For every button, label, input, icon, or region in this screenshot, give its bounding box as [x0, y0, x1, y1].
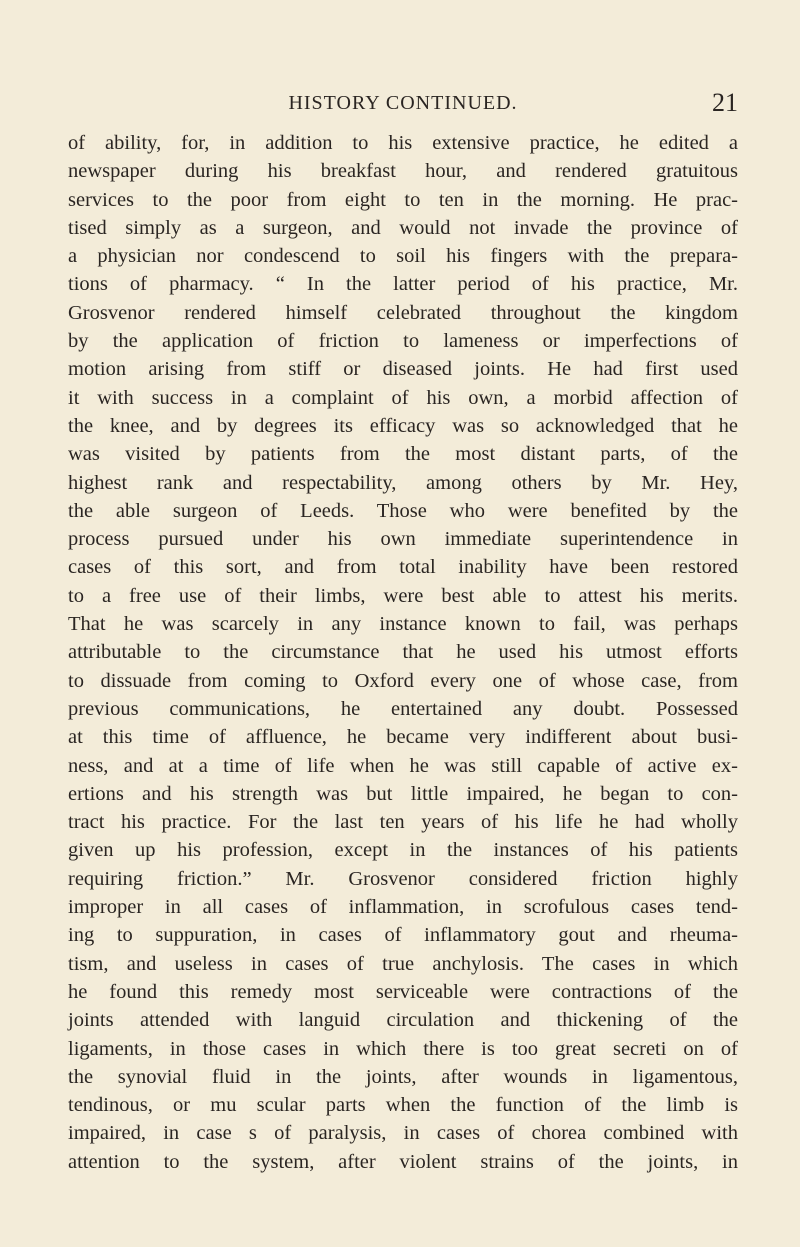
text-line: of ability, for, in addition to his extensive practice, he edited a [68, 132, 738, 154]
text-line: Grosvenor rendered himself celebrated throughout the kingdom [68, 301, 738, 324]
text-line: ness, and at a time of life when he was still capable of active ex- [68, 754, 738, 777]
text-line: tism, and useless in cases of true anchylosis. The cases in which [68, 952, 738, 975]
text-line: to dissuade from coming to Oxford every one of whose case, from [68, 669, 738, 692]
text-line: ligaments, in those cases in which there is too great secreti on of [68, 1037, 738, 1060]
text-line: attention to the system, after violent strains of the joints, in [68, 1150, 738, 1173]
text-line: previous communications, he entertained any doubt. Possessed [68, 697, 738, 720]
text-line: the able surgeon of Leeds. Those who were benefited by the [68, 499, 738, 522]
text-line: attributable to the circumstance that he used his utmost efforts [68, 641, 738, 664]
text-line: motion arising from stiff or diseased joints. He had first used [68, 358, 738, 381]
text-line: tised simply as a surgeon, and would not invade the province of [68, 216, 738, 239]
text-line: the knee, and by degrees its efficacy was so acknowledged that he [68, 414, 738, 437]
text-line: tract his practice. For the last ten years of his life he had wholly [68, 811, 738, 834]
text-line: improper in all cases of inflammation, in scrofulous cases tend- [68, 896, 738, 919]
text-line: joints attended with languid circulation and thickening of the [68, 1009, 738, 1032]
body-text [68, 129, 738, 1176]
text-line: impaired, in case s of paralysis, in cases of chorea combined with [68, 1122, 738, 1145]
text-line: ertions and his strength was but little impaired, he began to con- [68, 782, 738, 805]
page-number: 21 [712, 88, 738, 117]
text-line: services to the poor from eight to ten in the morning. He prac- [68, 188, 738, 211]
text-line: it with success in a complaint of his own, a morbid affection of [68, 386, 738, 409]
text-line: highest rank and respectability, among others by Mr. Hey, [68, 471, 738, 494]
text-line: a physician nor condescend to soil his fingers with the prepara- [68, 245, 738, 268]
text-line: requiring friction.” Mr. Grosvenor considered friction highly [68, 867, 738, 890]
text-line: newspaper during his breakfast hour, and rendered gratuitous [68, 160, 738, 183]
text-line: to a free use of their limbs, were best able to attest his merits. [68, 584, 738, 607]
running-head [68, 88, 738, 118]
text-line: was visited by patients from the most distant parts, of the [68, 443, 738, 466]
text-line: cases of this sort, and from total inability have been restored [68, 556, 738, 579]
text-line: process pursued under his own immediate superintendence in [68, 528, 738, 551]
text-line: ing to suppuration, in cases of inflammatory gout and rheuma- [68, 924, 738, 947]
text-line: tions of pharmacy. “ In the latter period of his practice, Mr. [68, 273, 738, 296]
text-line: That he was scarcely in any instance known to fail, was perhaps [68, 613, 738, 636]
text-line: given up his profession, except in the instances of his patients [68, 839, 738, 862]
text-line: the synovial fluid in the joints, after wounds in ligamentous, [68, 1065, 738, 1088]
text-line: by the application of friction to lameness or imperfections of [68, 330, 738, 353]
text-line: he found this remedy most serviceable were contractions of the [68, 980, 738, 1003]
text-line: at this time of affluence, he became very indifferent about busi- [68, 726, 738, 749]
running-title: HISTORY CONTINUED. [288, 92, 518, 114]
text-line: tendinous, or mu scular parts when the function of the limb is [68, 1094, 738, 1117]
